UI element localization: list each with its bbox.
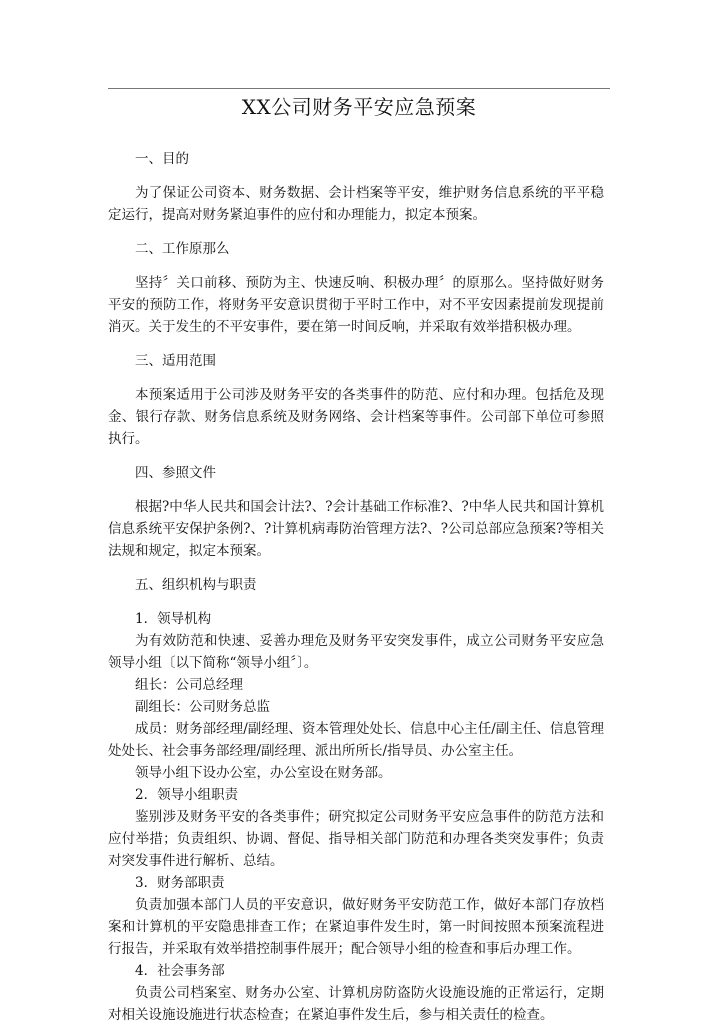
header-rule: [108, 88, 610, 89]
document-body: [108, 148, 604, 1026]
section-heading: 五、组织机构与职责: [135, 577, 257, 593]
subsection-heading: 3．财务部职责: [135, 875, 225, 891]
section-paragraph: 根据?中华人民共和国会计法?、?会计基础工作标准?、?中华人民共和国计算机信息系统平安保护条例?、?计算机病毒防治管理方法?、?公司总部应急预案?等相关法规和规定，拟定本预案。: [108, 499, 604, 559]
section-heading: 四、参照文件: [135, 465, 216, 481]
office-line: 领导小组下设办公室，办公室设在财务部。: [135, 765, 392, 781]
leader-line: 组长：公司总经理: [135, 677, 243, 693]
section-heading: 二、工作原那么: [135, 241, 230, 257]
subsection-heading: 4．社会事务部: [135, 963, 225, 979]
subsection-paragraph: 负责公司档案室、财务办公室、计算机房防盗防火设施设施的正常运行，定期对相关设施设施进行状态检查；在紧迫事件发生后，参与相关责任的检查。: [108, 985, 604, 1023]
section-paragraph: 坚持〞关口前移、预防为主、快速反响、积极办理〞的原那么。坚持做好财务平安的预防工作，将财务平安意识贯彻于平时工作中，对不平安因素提前发现提前消灭。关于发生的不平安事件，要在第一时间反响，并采取有效举措积极办理。: [108, 275, 604, 335]
deputy-leader-line: 副组长：公司财务总监: [135, 699, 270, 715]
subsection-paragraph: 鉴别涉及财务平安的各类事件；研究拟定公司财务平安应急事件的防范方法和应付举措；负责组织、协调、督促、指导相关部门防范和办理各类突发事件；负责对突发事件进行解析、总结。: [108, 809, 604, 869]
members-line: 成员：财务部经理/副经理、资本管理处处长、信息中心主任/副主任、信息管理处处长、社会事务部经理/副经理、派出所所长/指导员、办公室主任。: [108, 721, 604, 759]
subsection-heading: 1．领导机构: [135, 611, 212, 627]
subsection-paragraph: 负责加强本部门人员的平安意识，做好财务平安防范工作，做好本部门存放档案和计算机的平安隐患排查工作；在紧迫事件发生时，第一时间按照本预案流程进行报告，并采取有效举措控制事件展开；配合领导小组的检查和事后办理工作。: [108, 897, 604, 957]
subsection-heading: 2．领导小组职责: [135, 787, 239, 803]
section-paragraph: 为了保证公司资本、财务数据、会计档案等平安，维护财务信息系统的平平稳定运行，提高对财务紧迫事件的应付和办理能力，拟定本预案。: [108, 185, 604, 223]
subsection-paragraph: 为有效防范和快速、妥善办理危及财务平安突发事件，成立公司财务平安应急领导小组〔以下简称“领导小组〞〕。: [108, 633, 604, 671]
document-title: XX公司财务平安应急预案: [241, 95, 477, 119]
section-paragraph: 本预案适用于公司涉及财务平安的各类事件的防范、应付和办理。包括危及现金、银行存款、财务信息系统及财务网络、会计档案等事件。公司部下单位可参照执行。: [108, 387, 604, 447]
section-heading: 一、目的: [135, 151, 189, 167]
section-heading: 三、适用范围: [135, 353, 216, 369]
